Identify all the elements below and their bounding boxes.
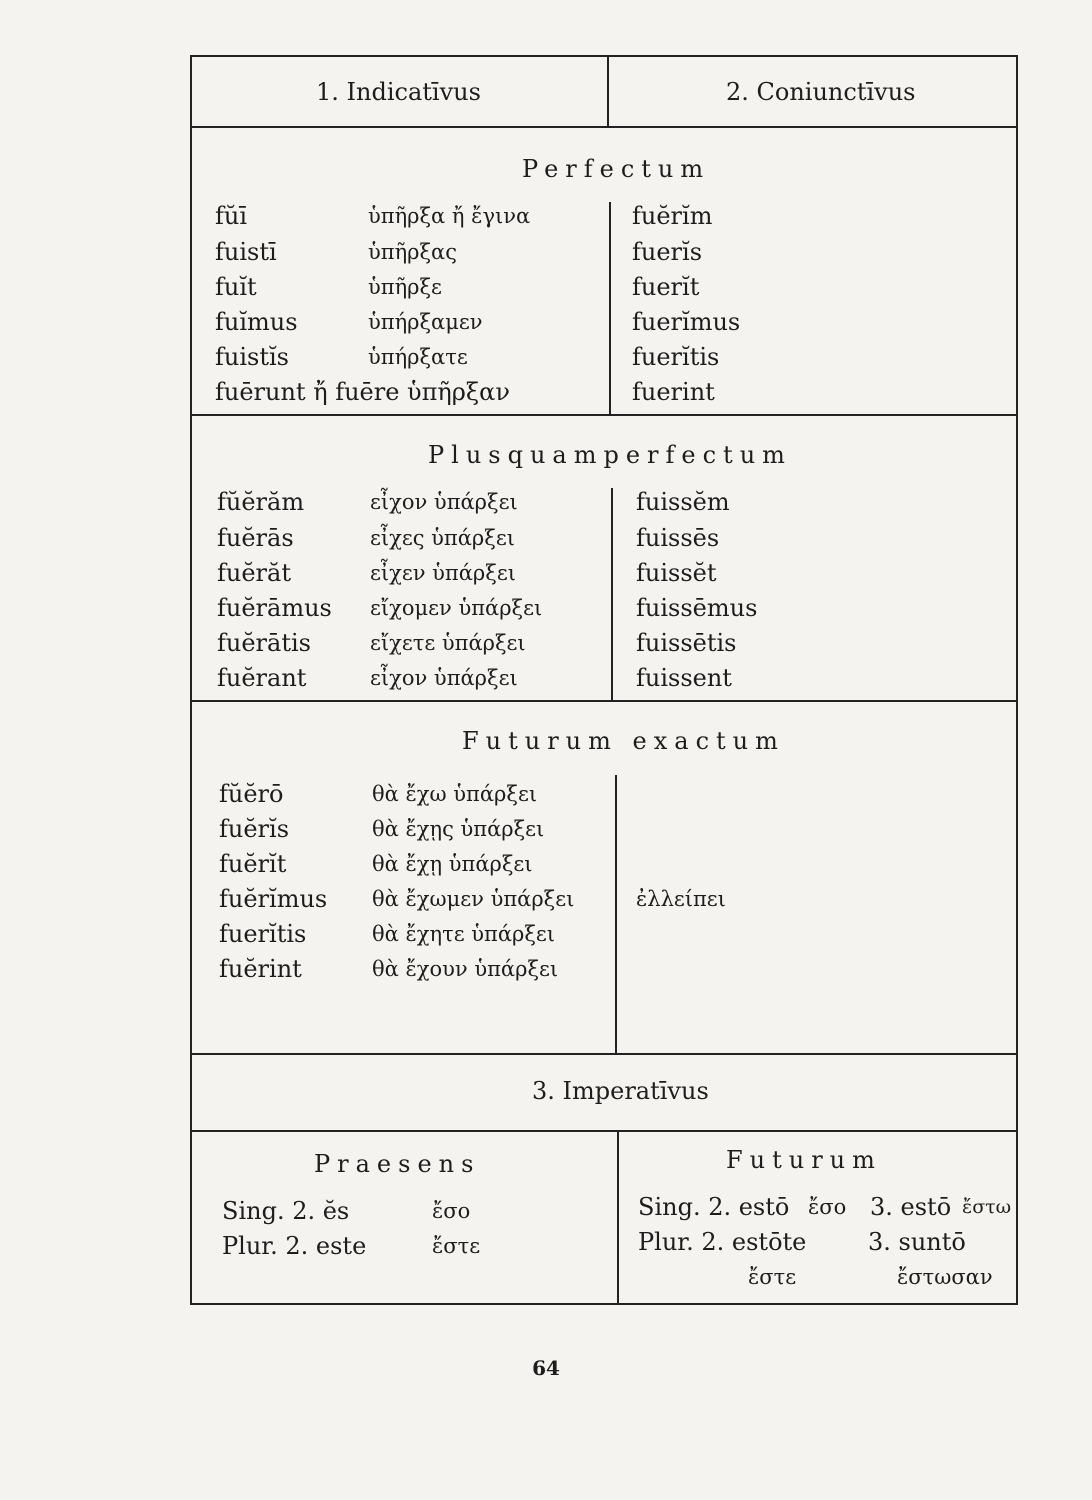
section-title-plusquamperfectum: Plusquamperfectum bbox=[428, 441, 792, 469]
futurum-exactum-greek-2: θὰ ἔχῃς ὑπάρξει bbox=[372, 817, 545, 841]
perfectum-latin-1: fŭī bbox=[215, 202, 248, 230]
futurum-exactum-greek-6: θὰ ἔχουν ὑπάρξει bbox=[372, 957, 559, 981]
header-indicativus: 1. Indicatīvus bbox=[316, 78, 481, 106]
futurum-exactum-greek-4: θὰ ἔχωμεν ὑπάρξει bbox=[372, 887, 575, 911]
page-number: 64 bbox=[532, 1356, 560, 1380]
perfectum-greek-2: ὑπῆρξας bbox=[368, 240, 458, 264]
perfectum-greek-4: ὑπήρξαμεν bbox=[368, 310, 483, 334]
header-coniunctivus: 2. Coniunctīvus bbox=[726, 78, 916, 106]
futurum-exactum-greek-1: θὰ ἔχω ὑπάρξει bbox=[372, 782, 538, 806]
futurum-exactum-latin-1: fŭĕrō bbox=[219, 780, 284, 808]
perfectum-latin-4: fuĭmus bbox=[215, 308, 298, 336]
divider-perfectum bbox=[609, 202, 611, 414]
futurum-plur-label: Plur. 2. estōte bbox=[638, 1228, 807, 1256]
perfectum-latin-2: fuistī bbox=[215, 238, 277, 266]
plusquam-coniunctivus-5: fuissētis bbox=[636, 629, 737, 657]
futurum-exactum-missing-note: ἐλλείπει bbox=[636, 887, 726, 911]
plusquam-latin-2: fuĕrās bbox=[217, 524, 294, 552]
praesens-sing-label: Sing. 2. ĕs bbox=[222, 1197, 350, 1225]
futurum-plur3-label: 3. suntō bbox=[868, 1228, 966, 1256]
perfectum-greek-1: ὑπῆρξα ἤ ἔγινα bbox=[368, 204, 531, 228]
imperativus-futurum-title: Futurum bbox=[726, 1146, 882, 1174]
perfectum-coniunctivus-4: fuerĭmus bbox=[632, 308, 741, 336]
header-imperativus: 3. Imperatīvus bbox=[532, 1077, 709, 1105]
divider-headers bbox=[607, 57, 609, 126]
rule-below-imperativus-title bbox=[190, 1130, 1018, 1132]
plusquam-greek-4: εἴχομεν ὑπάρξει bbox=[370, 596, 543, 620]
futurum-exactum-latin-5: fuerĭtis bbox=[219, 920, 307, 948]
perfectum-greek-5: ὑπήρξατε bbox=[368, 345, 468, 369]
rule-below-perfectum bbox=[190, 414, 1018, 416]
plusquam-coniunctivus-6: fuissent bbox=[636, 664, 732, 692]
plusquam-coniunctivus-2: fuissēs bbox=[636, 524, 720, 552]
perfectum-latin-6: fuērunt ἤ fuēre ὑπῆρξαν bbox=[215, 378, 510, 406]
praesens-plur-label: Plur. 2. este bbox=[222, 1232, 367, 1260]
perfectum-coniunctivus-3: fuerĭt bbox=[632, 273, 700, 301]
plusquam-greek-6: εἶχον ὑπάρξει bbox=[370, 666, 518, 690]
divider-plusquamperfectum bbox=[611, 488, 613, 700]
futurum-sing3-label: 3. estō bbox=[870, 1193, 952, 1221]
divider-futurum-exactum bbox=[615, 775, 617, 1053]
plusquam-latin-6: fuĕrant bbox=[217, 664, 307, 692]
divider-imperativus bbox=[617, 1132, 619, 1303]
rule-below-futurum-exactum bbox=[190, 1053, 1018, 1055]
conjugation-table-frame bbox=[190, 55, 1018, 1305]
plusquam-greek-3: εἶχεν ὑπάρξει bbox=[370, 561, 516, 585]
futurum-exactum-latin-2: fuĕrĭs bbox=[219, 815, 290, 843]
futurum-exactum-latin-3: fuĕrĭt bbox=[219, 850, 287, 878]
plusquam-latin-3: fuĕrăt bbox=[217, 559, 291, 587]
rule-below-headers bbox=[190, 126, 1018, 128]
rule-below-plusquamperfectum bbox=[190, 700, 1018, 702]
section-title-futurum-exactum: Futurum exactum bbox=[462, 727, 785, 755]
perfectum-latin-3: fuĭt bbox=[215, 273, 257, 301]
imperativus-praesens-title: Praesens bbox=[314, 1150, 481, 1178]
plusquam-latin-5: fuĕrātis bbox=[217, 629, 311, 657]
perfectum-coniunctivus-5: fuerĭtis bbox=[632, 343, 720, 371]
futurum-exactum-latin-6: fuĕrint bbox=[219, 955, 302, 983]
praesens-plur-greek: ἔστε bbox=[432, 1234, 481, 1258]
plusquam-latin-1: fŭĕrăm bbox=[217, 488, 305, 516]
plusquam-greek-1: εἶχον ὑπάρξει bbox=[370, 490, 518, 514]
futurum-sing-greek: ἔσο bbox=[808, 1195, 847, 1219]
plusquam-coniunctivus-1: fuissĕm bbox=[636, 488, 730, 516]
futurum-sing3-greek: ἔστω bbox=[962, 1196, 1012, 1218]
perfectum-coniunctivus-2: fuerĭs bbox=[632, 238, 703, 266]
futurum-plur3-greek: ἔστωσαν bbox=[897, 1265, 993, 1289]
plusquam-latin-4: fuĕrāmus bbox=[217, 594, 332, 622]
section-title-perfectum: Perfectum bbox=[522, 155, 711, 183]
futurum-exactum-greek-3: θὰ ἔχῃ ὑπάρξει bbox=[372, 852, 533, 876]
plusquam-coniunctivus-4: fuissēmus bbox=[636, 594, 758, 622]
futurum-exactum-latin-4: fuĕrĭmus bbox=[219, 885, 328, 913]
futurum-exactum-greek-5: θὰ ἔχητε ὑπάρξει bbox=[372, 922, 556, 946]
perfectum-latin-5: fuistĭs bbox=[215, 343, 289, 371]
futurum-plur-greek: ἔστε bbox=[748, 1265, 797, 1289]
perfectum-coniunctivus-6: fuerint bbox=[632, 378, 715, 406]
perfectum-coniunctivus-1: fuĕrĭm bbox=[632, 202, 713, 230]
praesens-sing-greek: ἔσο bbox=[432, 1199, 471, 1223]
plusquam-coniunctivus-3: fuissĕt bbox=[636, 559, 717, 587]
plusquam-greek-2: εἶχες ὑπάρξει bbox=[370, 526, 515, 550]
futurum-sing-label: Sing. 2. estō bbox=[638, 1193, 790, 1221]
perfectum-greek-3: ὑπῆρξε bbox=[368, 275, 442, 299]
plusquam-greek-5: εἴχετε ὑπάρξει bbox=[370, 631, 526, 655]
